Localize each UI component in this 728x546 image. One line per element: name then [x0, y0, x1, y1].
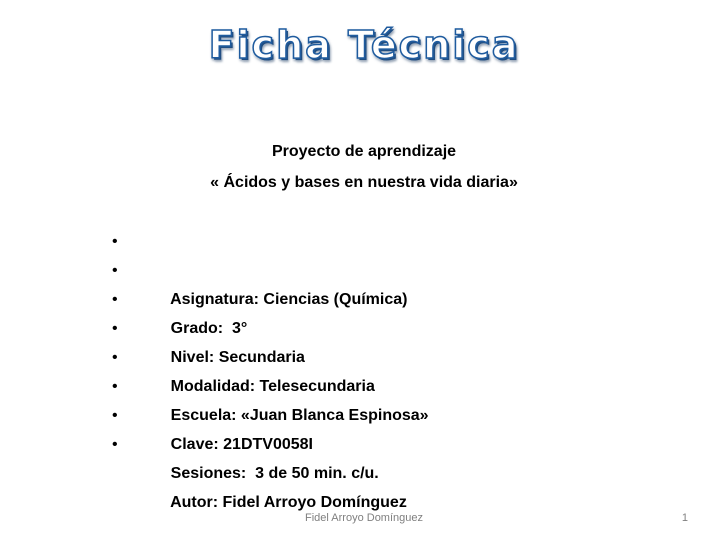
project-heading: Proyecto de aprendizaje — [271, 143, 457, 160]
list-item — [112, 227, 429, 308]
list-item-text: Grado: 3° — [170, 320, 248, 337]
bullet-icon: • — [112, 262, 118, 279]
slide-title: Ficha Técnica — [208, 23, 520, 67]
bullet-icon: • — [112, 378, 118, 395]
list-item-text: Escuela: «Juan Blanca Espinosa» — [170, 407, 429, 424]
title-container — [0, 22, 728, 74]
bullet-icon: • — [112, 436, 118, 453]
list-item-text: Nivel: Secundaria — [170, 349, 305, 366]
project-name: « Ácidos y bases en nuestra vida diaria» — [210, 174, 518, 191]
bullet-icon: • — [112, 291, 118, 308]
list-item-text: Sesiones: 3 de 50 min. c/u. — [170, 465, 379, 482]
list-item-text: Asignatura: Ciencias (Química) — [170, 291, 408, 308]
list-item-text: Modalidad: Telesecundaria — [170, 378, 375, 395]
footer-author: Fidel Arroyo Domínguez — [305, 512, 423, 524]
page-number: 1 — [681, 512, 688, 524]
list-item-text: Autor: Fidel Arroyo Domínguez — [170, 494, 407, 511]
list-item-text: Clave: 21DTV0058I — [170, 436, 313, 453]
bullet-icon: • — [112, 233, 118, 250]
bullet-icon: • — [112, 407, 118, 424]
bullet-icon: • — [112, 349, 118, 366]
bullet-icon: • — [112, 320, 118, 337]
details-list — [112, 227, 429, 511]
